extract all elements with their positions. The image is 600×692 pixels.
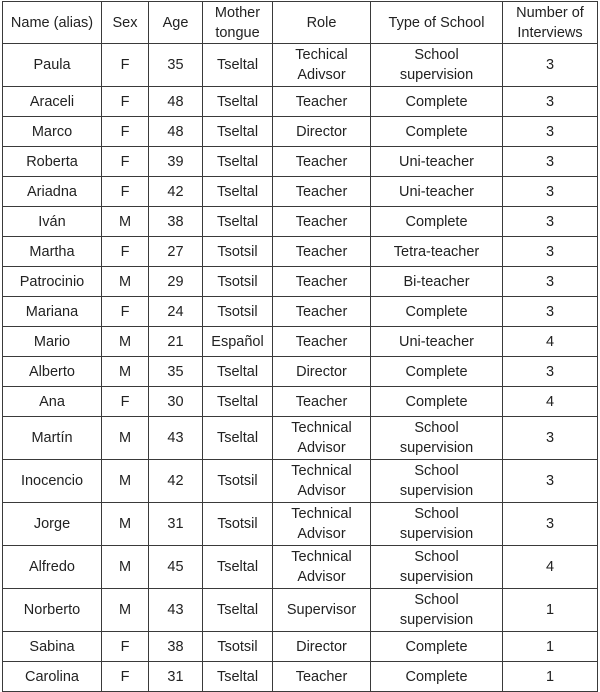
cell-name: Martín [3, 417, 102, 460]
cell-school-type-line: Complete [405, 668, 468, 685]
cell-sex: F [102, 237, 149, 267]
cell-interviews: 4 [503, 327, 598, 357]
cell-mother-tongue: Tsotsil [203, 267, 273, 297]
cell-interviews: 3 [503, 87, 598, 117]
cell-sex: M [102, 357, 149, 387]
cell-age: 42 [149, 177, 203, 207]
cell-interviews: 3 [503, 297, 598, 327]
cell-sex: M [102, 207, 149, 237]
cell-sex: M [102, 267, 149, 297]
cell-school-type [371, 177, 503, 207]
cell-name: Norberto [3, 589, 102, 632]
cell-school-type [371, 297, 503, 327]
cell-school-type [371, 503, 503, 546]
cell-school-type-line: Complete [405, 303, 468, 320]
cell-age: 24 [149, 297, 203, 327]
cell-name: Paula [3, 44, 102, 87]
table-row [3, 267, 598, 297]
cell-role-line: Advisor [297, 483, 346, 499]
cell-name: Patrocinio [3, 267, 102, 297]
cell-role-line: Teacher [295, 213, 348, 230]
cell-mother-tongue: Tsotsil [203, 237, 273, 267]
cell-name: Mariana [3, 297, 102, 327]
cell-interviews: 1 [503, 589, 598, 632]
table-body [3, 44, 598, 692]
cell-school-type [371, 460, 503, 503]
cell-age: 43 [149, 589, 203, 632]
cell-name: Inocencio [3, 460, 102, 503]
cell-interviews: 3 [503, 267, 598, 297]
header-mother-tongue-line1: Mother [214, 4, 261, 21]
cell-role-line: Director [296, 363, 347, 380]
cell-role-line: Techical [295, 47, 348, 63]
table-row [3, 297, 598, 327]
cell-school-type-line: School [414, 47, 459, 63]
cell-role-line: Teacher [295, 243, 348, 260]
cell-role-line: Teacher [295, 333, 348, 350]
cell-name: Mario [3, 327, 102, 357]
cell-role-line: Teacher [295, 303, 348, 320]
cell-school-type-line: Complete [405, 213, 468, 230]
table-row [3, 589, 598, 632]
cell-school-type-line: supervision [399, 569, 474, 585]
cell-age: 38 [149, 632, 203, 662]
cell-role [273, 357, 371, 387]
cell-mother-tongue: Tsotsil [203, 503, 273, 546]
cell-interviews: 3 [503, 460, 598, 503]
table-row [3, 460, 598, 503]
table-row [3, 503, 598, 546]
cell-school-type-line: Complete [405, 393, 468, 410]
cell-mother-tongue: Español [203, 327, 273, 357]
table-row [3, 237, 598, 267]
cell-interviews: 3 [503, 177, 598, 207]
cell-role-line: Director [296, 638, 347, 655]
cell-school-type [371, 44, 503, 87]
cell-interviews: 4 [503, 546, 598, 589]
header-interviews [503, 2, 598, 44]
cell-role-line: Technical [291, 506, 352, 522]
cell-mother-tongue: Tsotsil [203, 632, 273, 662]
cell-name: Carolina [3, 662, 102, 692]
cell-interviews: 3 [503, 147, 598, 177]
cell-sex: F [102, 44, 149, 87]
cell-role-line: Advisor [297, 440, 346, 456]
cell-school-type-line: Uni-teacher [399, 153, 474, 170]
cell-school-type-line: supervision [399, 67, 474, 83]
table-row [3, 177, 598, 207]
cell-role [273, 417, 371, 460]
cell-school-type-line: Uni-teacher [399, 183, 474, 200]
cell-sex: M [102, 417, 149, 460]
cell-mother-tongue: Tseltal [203, 387, 273, 417]
cell-role [273, 177, 371, 207]
cell-name: Jorge [3, 503, 102, 546]
cell-interviews: 3 [503, 237, 598, 267]
cell-school-type [371, 417, 503, 460]
cell-role [273, 237, 371, 267]
cell-school-type-line: Complete [405, 123, 468, 140]
cell-role [273, 546, 371, 589]
cell-age: 30 [149, 387, 203, 417]
cell-role [273, 589, 371, 632]
cell-school-type-line: supervision [399, 612, 474, 628]
cell-interviews: 1 [503, 632, 598, 662]
cell-school-type-line: School [414, 592, 459, 608]
cell-sex: F [102, 387, 149, 417]
cell-interviews: 1 [503, 662, 598, 692]
cell-school-type [371, 546, 503, 589]
cell-school-type [371, 632, 503, 662]
cell-name: Iván [3, 207, 102, 237]
header-mother-tongue-line2: tongue [215, 24, 260, 41]
cell-school-type-line: supervision [399, 483, 474, 499]
cell-sex: F [102, 297, 149, 327]
cell-role-line: Director [296, 123, 347, 140]
cell-school-type [371, 267, 503, 297]
header-role: Role [273, 2, 371, 44]
header-row [3, 2, 598, 44]
cell-school-type-line: supervision [399, 440, 474, 456]
cell-role-line: Teacher [295, 93, 348, 110]
cell-school-type-line: Complete [405, 363, 468, 380]
cell-role-line: Technical [291, 463, 352, 479]
cell-age: 39 [149, 147, 203, 177]
table-row [3, 44, 598, 87]
cell-age: 48 [149, 117, 203, 147]
cell-interviews: 4 [503, 387, 598, 417]
table-row [3, 662, 598, 692]
cell-role [273, 207, 371, 237]
cell-school-type-line: School [414, 506, 459, 522]
cell-mother-tongue: Tseltal [203, 177, 273, 207]
cell-role-line: Technical [291, 549, 352, 565]
cell-school-type-line: Complete [405, 93, 468, 110]
cell-mother-tongue: Tseltal [203, 546, 273, 589]
cell-school-type-line: School [414, 420, 459, 436]
header-age: Age [149, 2, 203, 44]
cell-role-line: Advisor [297, 569, 346, 585]
cell-age: 43 [149, 417, 203, 460]
cell-name: Ana [3, 387, 102, 417]
cell-school-type [371, 327, 503, 357]
cell-role [273, 297, 371, 327]
cell-age: 31 [149, 503, 203, 546]
cell-age: 42 [149, 460, 203, 503]
cell-role [273, 87, 371, 117]
cell-name: Alfredo [3, 546, 102, 589]
cell-role [273, 460, 371, 503]
cell-mother-tongue: Tsotsil [203, 460, 273, 503]
cell-role [273, 267, 371, 297]
table-row [3, 387, 598, 417]
cell-role [273, 117, 371, 147]
cell-mother-tongue: Tseltal [203, 147, 273, 177]
cell-sex: F [102, 87, 149, 117]
cell-interviews: 3 [503, 44, 598, 87]
table-row [3, 117, 598, 147]
cell-interviews: 3 [503, 503, 598, 546]
cell-school-type [371, 207, 503, 237]
cell-age: 45 [149, 546, 203, 589]
table-row [3, 207, 598, 237]
cell-age: 31 [149, 662, 203, 692]
cell-sex: F [102, 632, 149, 662]
cell-sex: M [102, 327, 149, 357]
cell-role [273, 632, 371, 662]
table-row [3, 87, 598, 117]
cell-school-type [371, 589, 503, 632]
cell-school-type-line: Tetra-teacher [393, 243, 480, 260]
cell-interviews: 3 [503, 117, 598, 147]
header-interviews-line1: Number of [516, 4, 584, 21]
cell-age: 35 [149, 357, 203, 387]
table-row [3, 147, 598, 177]
cell-sex: M [102, 546, 149, 589]
table-row [3, 327, 598, 357]
table-row [3, 546, 598, 589]
cell-name: Alberto [3, 357, 102, 387]
header-sex: Sex [102, 2, 149, 44]
cell-sex: F [102, 662, 149, 692]
cell-school-type-line: School [414, 463, 459, 479]
cell-school-type [371, 117, 503, 147]
cell-school-type [371, 87, 503, 117]
cell-age: 29 [149, 267, 203, 297]
cell-role-line: Teacher [295, 183, 348, 200]
cell-sex: F [102, 117, 149, 147]
table-header [3, 2, 598, 44]
cell-name: Sabina [3, 632, 102, 662]
cell-mother-tongue: Tseltal [203, 207, 273, 237]
cell-name: Araceli [3, 87, 102, 117]
cell-name: Marco [3, 117, 102, 147]
cell-role [273, 503, 371, 546]
cell-age: 21 [149, 327, 203, 357]
cell-role-line: Technical [291, 420, 352, 436]
cell-role [273, 327, 371, 357]
cell-mother-tongue: Tseltal [203, 117, 273, 147]
cell-age: 35 [149, 44, 203, 87]
header-mother-tongue [203, 2, 273, 44]
cell-age: 48 [149, 87, 203, 117]
cell-age: 27 [149, 237, 203, 267]
cell-role-line: Teacher [295, 273, 348, 290]
cell-sex: M [102, 460, 149, 503]
cell-mother-tongue: Tseltal [203, 357, 273, 387]
header-school-type: Type of School [371, 2, 503, 44]
cell-interviews: 3 [503, 207, 598, 237]
cell-role-line: Adivsor [297, 67, 346, 83]
cell-school-type-line: Complete [405, 638, 468, 655]
cell-age: 38 [149, 207, 203, 237]
table-row [3, 632, 598, 662]
cell-name: Martha [3, 237, 102, 267]
cell-school-type-line: Uni-teacher [399, 333, 474, 350]
cell-mother-tongue: Tseltal [203, 87, 273, 117]
table-row [3, 417, 598, 460]
cell-role-line: Teacher [295, 668, 348, 685]
cell-name: Roberta [3, 147, 102, 177]
cell-mother-tongue: Tseltal [203, 417, 273, 460]
cell-name: Ariadna [3, 177, 102, 207]
cell-mother-tongue: Tseltal [203, 589, 273, 632]
cell-role [273, 662, 371, 692]
participants-table [2, 1, 598, 692]
cell-role [273, 147, 371, 177]
cell-sex: F [102, 177, 149, 207]
cell-school-type [371, 357, 503, 387]
cell-role [273, 387, 371, 417]
cell-school-type [371, 387, 503, 417]
cell-role [273, 44, 371, 87]
cell-school-type-line: Bi-teacher [403, 273, 470, 290]
cell-school-type [371, 662, 503, 692]
header-interviews-line2: Interviews [517, 24, 583, 41]
cell-role-line: Teacher [295, 393, 348, 410]
cell-school-type-line: School [414, 549, 459, 565]
cell-interviews: 3 [503, 357, 598, 387]
cell-sex: M [102, 589, 149, 632]
cell-mother-tongue: Tseltal [203, 662, 273, 692]
cell-school-type [371, 237, 503, 267]
cell-sex: F [102, 147, 149, 177]
cell-role-line: Teacher [295, 153, 348, 170]
cell-school-type-line: supervision [399, 526, 474, 542]
cell-role-line: Advisor [297, 526, 346, 542]
table-row [3, 357, 598, 387]
cell-school-type [371, 147, 503, 177]
header-name: Name (alias) [3, 2, 102, 44]
cell-mother-tongue: Tsotsil [203, 297, 273, 327]
cell-role-line: Supervisor [286, 602, 357, 618]
cell-sex: M [102, 503, 149, 546]
cell-interviews: 3 [503, 417, 598, 460]
cell-mother-tongue: Tseltal [203, 44, 273, 87]
